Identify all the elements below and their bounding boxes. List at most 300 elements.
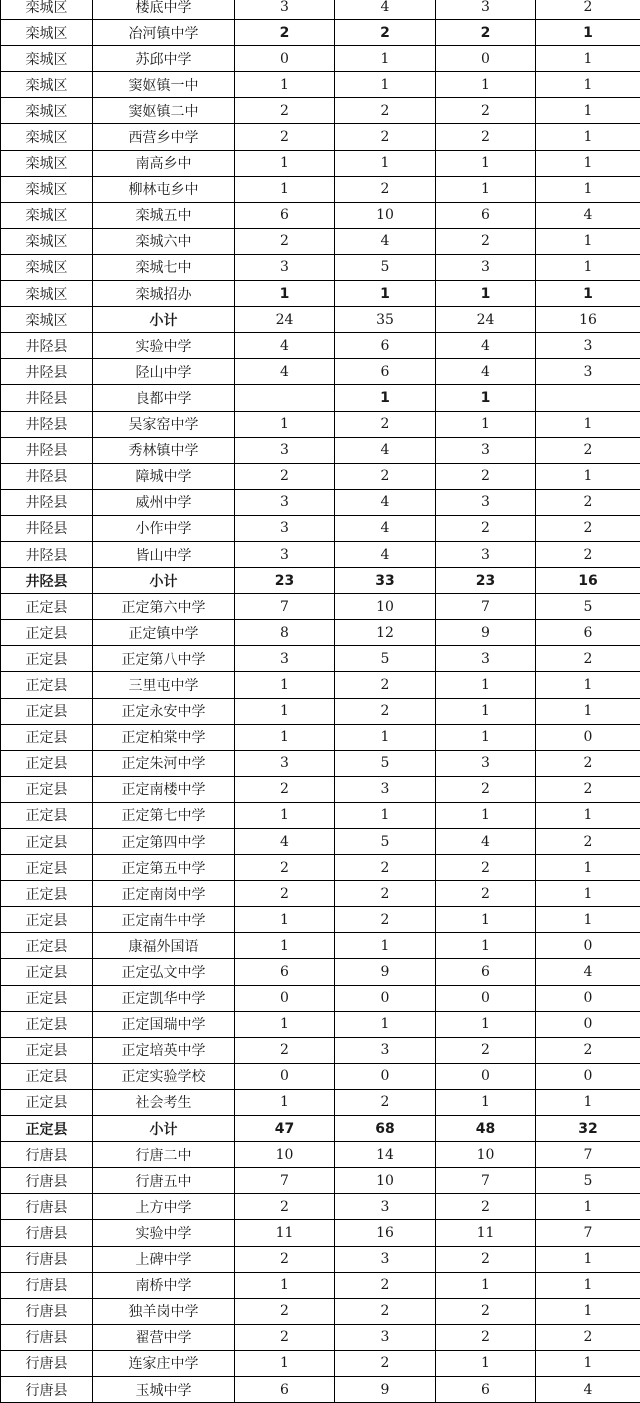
value-cell-1: 3 bbox=[235, 0, 335, 20]
value-cell-2: 2 bbox=[335, 1298, 436, 1324]
value-cell-1: 47 bbox=[235, 1116, 335, 1142]
value-cell-1: 1 bbox=[235, 672, 335, 698]
value-cell-1: 24 bbox=[235, 307, 335, 333]
value-cell-2: 1 bbox=[335, 385, 436, 411]
value-cell-2: 5 bbox=[335, 254, 436, 280]
county-cell: 行唐县 bbox=[1, 1298, 93, 1324]
school-cell: 栾城七中 bbox=[93, 254, 235, 280]
value-cell-1: 1 bbox=[235, 724, 335, 750]
value-cell-1 bbox=[235, 385, 335, 411]
table-row bbox=[1, 124, 640, 150]
school-cell: 栾城五中 bbox=[93, 202, 235, 228]
table-row bbox=[1, 802, 640, 828]
table-row bbox=[1, 385, 640, 411]
county-cell: 正定县 bbox=[1, 855, 93, 881]
value-cell-3: 1 bbox=[436, 907, 536, 933]
value-cell-4: 1 bbox=[536, 1350, 640, 1376]
value-cell-4: 7 bbox=[536, 1220, 640, 1246]
value-cell-4: 1 bbox=[536, 1194, 640, 1220]
table-row bbox=[1, 333, 640, 359]
value-cell-4: 1 bbox=[536, 672, 640, 698]
county-cell: 井陉县 bbox=[1, 515, 93, 541]
value-cell-1: 1 bbox=[235, 1350, 335, 1376]
county-cell: 正定县 bbox=[1, 620, 93, 646]
table-row bbox=[1, 724, 640, 750]
value-cell-3: 0 bbox=[436, 1063, 536, 1089]
value-cell-2: 9 bbox=[335, 959, 436, 985]
value-cell-2: 2 bbox=[335, 855, 436, 881]
value-cell-3: 4 bbox=[436, 333, 536, 359]
value-cell-2: 4 bbox=[335, 228, 436, 254]
table-row bbox=[1, 829, 640, 855]
county-cell: 行唐县 bbox=[1, 1246, 93, 1272]
table-row bbox=[1, 541, 640, 567]
value-cell-3: 1 bbox=[436, 672, 536, 698]
value-cell-4: 1 bbox=[536, 802, 640, 828]
table-row bbox=[1, 176, 640, 202]
table-row bbox=[1, 254, 640, 280]
school-cell: 正定第四中学 bbox=[93, 829, 235, 855]
value-cell-4: 6 bbox=[536, 620, 640, 646]
value-cell-1: 3 bbox=[235, 750, 335, 776]
county-cell: 正定县 bbox=[1, 776, 93, 802]
table-row bbox=[1, 985, 640, 1011]
school-cell: 正定柏棠中学 bbox=[93, 724, 235, 750]
value-cell-4: 2 bbox=[536, 750, 640, 776]
value-cell-3: 7 bbox=[436, 594, 536, 620]
table-row bbox=[1, 959, 640, 985]
school-cell: 秀林镇中学 bbox=[93, 437, 235, 463]
value-cell-2: 10 bbox=[335, 1168, 436, 1194]
value-cell-2: 2 bbox=[335, 411, 436, 437]
table-row bbox=[1, 1142, 640, 1168]
value-cell-2: 5 bbox=[335, 829, 436, 855]
value-cell-1: 3 bbox=[235, 254, 335, 280]
school-cell: 小计 bbox=[93, 307, 235, 333]
school-cell: 正定朱河中学 bbox=[93, 750, 235, 776]
value-cell-1: 1 bbox=[235, 907, 335, 933]
value-cell-2: 4 bbox=[335, 541, 436, 567]
value-cell-1: 3 bbox=[235, 515, 335, 541]
value-cell-3: 6 bbox=[436, 1376, 536, 1402]
table-row bbox=[1, 463, 640, 489]
value-cell-3: 1 bbox=[436, 1089, 536, 1115]
value-cell-4: 5 bbox=[536, 594, 640, 620]
value-cell-3: 1 bbox=[436, 724, 536, 750]
county-cell: 行唐县 bbox=[1, 1220, 93, 1246]
school-cell: 皆山中学 bbox=[93, 541, 235, 567]
value-cell-4: 1 bbox=[536, 254, 640, 280]
table-row bbox=[1, 1272, 640, 1298]
value-cell-4: 0 bbox=[536, 933, 640, 959]
value-cell-3: 1 bbox=[436, 150, 536, 176]
value-cell-1: 4 bbox=[235, 333, 335, 359]
school-cell: 正定南牛中学 bbox=[93, 907, 235, 933]
school-cell: 行唐二中 bbox=[93, 1142, 235, 1168]
school-cell: 障城中学 bbox=[93, 463, 235, 489]
school-cell: 正定南楼中学 bbox=[93, 776, 235, 802]
value-cell-1: 7 bbox=[235, 594, 335, 620]
school-cell: 正定实验学校 bbox=[93, 1063, 235, 1089]
value-cell-1: 0 bbox=[235, 46, 335, 72]
school-cell: 苏邱中学 bbox=[93, 46, 235, 72]
value-cell-1: 1 bbox=[235, 802, 335, 828]
value-cell-3: 1 bbox=[436, 176, 536, 202]
value-cell-2: 10 bbox=[335, 594, 436, 620]
value-cell-4: 1 bbox=[536, 98, 640, 124]
value-cell-4: 7 bbox=[536, 1142, 640, 1168]
value-cell-2: 2 bbox=[335, 881, 436, 907]
county-cell: 井陉县 bbox=[1, 385, 93, 411]
school-cell: 正定凯华中学 bbox=[93, 985, 235, 1011]
school-cell: 冶河镇中学 bbox=[93, 20, 235, 46]
value-cell-2: 12 bbox=[335, 620, 436, 646]
quota-table-body bbox=[1, 0, 640, 1403]
school-cell: 南高乡中 bbox=[93, 150, 235, 176]
value-cell-3: 2 bbox=[436, 20, 536, 46]
table-row bbox=[1, 750, 640, 776]
value-cell-2: 2 bbox=[335, 98, 436, 124]
value-cell-3: 10 bbox=[436, 1142, 536, 1168]
value-cell-3: 9 bbox=[436, 620, 536, 646]
value-cell-2: 1 bbox=[335, 72, 436, 98]
county-cell: 正定县 bbox=[1, 1116, 93, 1142]
school-cell: 连家庄中学 bbox=[93, 1350, 235, 1376]
table-row bbox=[1, 698, 640, 724]
value-cell-1: 6 bbox=[235, 1376, 335, 1402]
subtotal-row bbox=[1, 568, 640, 594]
value-cell-2: 1 bbox=[335, 281, 436, 307]
county-cell: 井陉县 bbox=[1, 437, 93, 463]
table-row bbox=[1, 776, 640, 802]
value-cell-1: 2 bbox=[235, 228, 335, 254]
table-row bbox=[1, 281, 640, 307]
table-row bbox=[1, 594, 640, 620]
value-cell-3: 3 bbox=[436, 750, 536, 776]
value-cell-3: 2 bbox=[436, 776, 536, 802]
value-cell-4: 1 bbox=[536, 150, 640, 176]
school-cell: 窦妪镇二中 bbox=[93, 98, 235, 124]
value-cell-3: 3 bbox=[436, 541, 536, 567]
school-cell: 翟营中学 bbox=[93, 1324, 235, 1350]
table-row bbox=[1, 672, 640, 698]
value-cell-1: 3 bbox=[235, 646, 335, 672]
school-cell: 楼底中学 bbox=[93, 0, 235, 20]
value-cell-2: 2 bbox=[335, 1350, 436, 1376]
value-cell-2: 3 bbox=[335, 776, 436, 802]
county-cell: 正定县 bbox=[1, 698, 93, 724]
value-cell-1: 1 bbox=[235, 150, 335, 176]
value-cell-1: 2 bbox=[235, 98, 335, 124]
value-cell-3: 2 bbox=[436, 1194, 536, 1220]
value-cell-2: 2 bbox=[335, 672, 436, 698]
school-cell: 陉山中学 bbox=[93, 359, 235, 385]
value-cell-1: 2 bbox=[235, 463, 335, 489]
table-row bbox=[1, 933, 640, 959]
table-row bbox=[1, 20, 640, 46]
value-cell-2: 3 bbox=[335, 1246, 436, 1272]
table-row bbox=[1, 855, 640, 881]
value-cell-1: 1 bbox=[235, 1011, 335, 1037]
value-cell-4 bbox=[536, 385, 640, 411]
school-cell: 窦妪镇一中 bbox=[93, 72, 235, 98]
table-row bbox=[1, 1350, 640, 1376]
value-cell-2: 16 bbox=[335, 1220, 436, 1246]
value-cell-4: 0 bbox=[536, 724, 640, 750]
table-row bbox=[1, 1376, 640, 1402]
value-cell-4: 1 bbox=[536, 281, 640, 307]
value-cell-3: 1 bbox=[436, 1350, 536, 1376]
value-cell-1: 6 bbox=[235, 202, 335, 228]
value-cell-3: 2 bbox=[436, 463, 536, 489]
value-cell-4: 1 bbox=[536, 1246, 640, 1272]
school-cell: 正定永安中学 bbox=[93, 698, 235, 724]
county-cell: 栾城区 bbox=[1, 0, 93, 20]
value-cell-4: 2 bbox=[536, 489, 640, 515]
school-cell: 正定镇中学 bbox=[93, 620, 235, 646]
value-cell-4: 2 bbox=[536, 515, 640, 541]
county-cell: 井陉县 bbox=[1, 541, 93, 567]
value-cell-3: 2 bbox=[436, 881, 536, 907]
value-cell-3: 1 bbox=[436, 411, 536, 437]
school-cell: 上碑中学 bbox=[93, 1246, 235, 1272]
table-row bbox=[1, 907, 640, 933]
county-cell: 栾城区 bbox=[1, 307, 93, 333]
value-cell-2: 0 bbox=[335, 1063, 436, 1089]
value-cell-1: 1 bbox=[235, 411, 335, 437]
value-cell-2: 3 bbox=[335, 1194, 436, 1220]
value-cell-3: 3 bbox=[436, 254, 536, 280]
value-cell-3: 2 bbox=[436, 1246, 536, 1272]
county-cell: 栾城区 bbox=[1, 202, 93, 228]
county-cell: 正定县 bbox=[1, 829, 93, 855]
value-cell-4: 16 bbox=[536, 307, 640, 333]
county-cell: 栾城区 bbox=[1, 98, 93, 124]
school-cell: 社会考生 bbox=[93, 1089, 235, 1115]
value-cell-3: 1 bbox=[436, 1272, 536, 1298]
value-cell-1: 3 bbox=[235, 489, 335, 515]
county-cell: 栾城区 bbox=[1, 46, 93, 72]
value-cell-2: 33 bbox=[335, 568, 436, 594]
table-row bbox=[1, 515, 640, 541]
value-cell-2: 4 bbox=[335, 515, 436, 541]
value-cell-1: 2 bbox=[235, 1194, 335, 1220]
value-cell-3: 3 bbox=[436, 0, 536, 20]
value-cell-3: 1 bbox=[436, 385, 536, 411]
county-cell: 行唐县 bbox=[1, 1272, 93, 1298]
school-cell: 栾城招办 bbox=[93, 281, 235, 307]
table-row bbox=[1, 98, 640, 124]
school-cell: 小计 bbox=[93, 1116, 235, 1142]
value-cell-1: 1 bbox=[235, 281, 335, 307]
value-cell-3: 1 bbox=[436, 281, 536, 307]
county-cell: 行唐县 bbox=[1, 1350, 93, 1376]
value-cell-1: 2 bbox=[235, 881, 335, 907]
school-cell: 威州中学 bbox=[93, 489, 235, 515]
value-cell-1: 1 bbox=[235, 698, 335, 724]
value-cell-1: 2 bbox=[235, 855, 335, 881]
value-cell-4: 4 bbox=[536, 202, 640, 228]
value-cell-4: 0 bbox=[536, 1063, 640, 1089]
table-row bbox=[1, 646, 640, 672]
value-cell-1: 4 bbox=[235, 359, 335, 385]
table-row bbox=[1, 1011, 640, 1037]
value-cell-1: 2 bbox=[235, 124, 335, 150]
value-cell-1: 6 bbox=[235, 959, 335, 985]
value-cell-2: 5 bbox=[335, 646, 436, 672]
value-cell-2: 3 bbox=[335, 1037, 436, 1063]
county-cell: 正定县 bbox=[1, 1089, 93, 1115]
school-cell: 实验中学 bbox=[93, 1220, 235, 1246]
value-cell-1: 7 bbox=[235, 1168, 335, 1194]
value-cell-1: 2 bbox=[235, 1298, 335, 1324]
county-cell: 正定县 bbox=[1, 750, 93, 776]
value-cell-3: 11 bbox=[436, 1220, 536, 1246]
school-cell: 正定国瑞中学 bbox=[93, 1011, 235, 1037]
value-cell-1: 0 bbox=[235, 1063, 335, 1089]
county-cell: 栾城区 bbox=[1, 124, 93, 150]
value-cell-4: 2 bbox=[536, 541, 640, 567]
value-cell-1: 1 bbox=[235, 933, 335, 959]
value-cell-4: 2 bbox=[536, 437, 640, 463]
school-cell: 三里屯中学 bbox=[93, 672, 235, 698]
value-cell-3: 6 bbox=[436, 959, 536, 985]
value-cell-4: 3 bbox=[536, 333, 640, 359]
value-cell-2: 2 bbox=[335, 176, 436, 202]
value-cell-2: 14 bbox=[335, 1142, 436, 1168]
value-cell-1: 1 bbox=[235, 1089, 335, 1115]
value-cell-3: 1 bbox=[436, 933, 536, 959]
value-cell-1: 1 bbox=[235, 176, 335, 202]
county-cell: 栾城区 bbox=[1, 254, 93, 280]
county-cell: 行唐县 bbox=[1, 1376, 93, 1402]
table-row bbox=[1, 437, 640, 463]
county-cell: 正定县 bbox=[1, 907, 93, 933]
value-cell-3: 3 bbox=[436, 437, 536, 463]
table-row bbox=[1, 359, 640, 385]
value-cell-4: 1 bbox=[536, 855, 640, 881]
county-cell: 正定县 bbox=[1, 933, 93, 959]
value-cell-3: 2 bbox=[436, 855, 536, 881]
value-cell-4: 1 bbox=[536, 698, 640, 724]
value-cell-2: 0 bbox=[335, 985, 436, 1011]
school-cell: 正定第八中学 bbox=[93, 646, 235, 672]
value-cell-1: 1 bbox=[235, 72, 335, 98]
value-cell-2: 2 bbox=[335, 907, 436, 933]
value-cell-1: 1 bbox=[235, 1272, 335, 1298]
value-cell-3: 7 bbox=[436, 1168, 536, 1194]
value-cell-4: 16 bbox=[536, 568, 640, 594]
value-cell-4: 1 bbox=[536, 1298, 640, 1324]
county-cell: 正定县 bbox=[1, 802, 93, 828]
value-cell-4: 1 bbox=[536, 907, 640, 933]
value-cell-1: 0 bbox=[235, 985, 335, 1011]
county-cell: 正定县 bbox=[1, 1011, 93, 1037]
table-row bbox=[1, 228, 640, 254]
value-cell-2: 2 bbox=[335, 20, 436, 46]
value-cell-4: 2 bbox=[536, 646, 640, 672]
county-cell: 正定县 bbox=[1, 985, 93, 1011]
county-cell: 栾城区 bbox=[1, 20, 93, 46]
value-cell-2: 4 bbox=[335, 489, 436, 515]
school-cell: 康福外国语 bbox=[93, 933, 235, 959]
value-cell-4: 1 bbox=[536, 463, 640, 489]
value-cell-1: 2 bbox=[235, 20, 335, 46]
school-cell: 南桥中学 bbox=[93, 1272, 235, 1298]
value-cell-3: 2 bbox=[436, 124, 536, 150]
value-cell-4: 1 bbox=[536, 881, 640, 907]
school-cell: 正定弘文中学 bbox=[93, 959, 235, 985]
county-cell: 栾城区 bbox=[1, 150, 93, 176]
county-cell: 井陉县 bbox=[1, 568, 93, 594]
value-cell-1: 11 bbox=[235, 1220, 335, 1246]
value-cell-3: 0 bbox=[436, 985, 536, 1011]
county-cell: 井陉县 bbox=[1, 489, 93, 515]
subtotal-row bbox=[1, 1116, 640, 1142]
value-cell-4: 1 bbox=[536, 72, 640, 98]
school-cell: 栾城六中 bbox=[93, 228, 235, 254]
value-cell-2: 1 bbox=[335, 724, 436, 750]
table-row bbox=[1, 881, 640, 907]
value-cell-4: 32 bbox=[536, 1116, 640, 1142]
value-cell-2: 1 bbox=[335, 933, 436, 959]
table-row bbox=[1, 1168, 640, 1194]
table-row bbox=[1, 0, 640, 20]
table-row bbox=[1, 46, 640, 72]
school-cell: 正定南岗中学 bbox=[93, 881, 235, 907]
school-cell: 上方中学 bbox=[93, 1194, 235, 1220]
value-cell-3: 23 bbox=[436, 568, 536, 594]
value-cell-4: 1 bbox=[536, 46, 640, 72]
school-cell: 正定第五中学 bbox=[93, 855, 235, 881]
table-row bbox=[1, 1063, 640, 1089]
value-cell-3: 0 bbox=[436, 46, 536, 72]
table-row bbox=[1, 1194, 640, 1220]
value-cell-2: 3 bbox=[335, 1324, 436, 1350]
value-cell-2: 2 bbox=[335, 1272, 436, 1298]
value-cell-2: 68 bbox=[335, 1116, 436, 1142]
value-cell-4: 1 bbox=[536, 1272, 640, 1298]
value-cell-3: 2 bbox=[436, 228, 536, 254]
value-cell-2: 1 bbox=[335, 150, 436, 176]
value-cell-1: 3 bbox=[235, 437, 335, 463]
school-cell: 正定培英中学 bbox=[93, 1037, 235, 1063]
value-cell-2: 9 bbox=[335, 1376, 436, 1402]
value-cell-2: 4 bbox=[335, 437, 436, 463]
value-cell-3: 3 bbox=[436, 646, 536, 672]
value-cell-3: 4 bbox=[436, 829, 536, 855]
value-cell-1: 2 bbox=[235, 1246, 335, 1272]
value-cell-4: 1 bbox=[536, 124, 640, 150]
value-cell-3: 1 bbox=[436, 1011, 536, 1037]
value-cell-1: 3 bbox=[235, 541, 335, 567]
table-row bbox=[1, 150, 640, 176]
value-cell-1: 23 bbox=[235, 568, 335, 594]
county-cell: 正定县 bbox=[1, 881, 93, 907]
value-cell-2: 4 bbox=[335, 0, 436, 20]
school-cell: 正定第六中学 bbox=[93, 594, 235, 620]
value-cell-4: 1 bbox=[536, 20, 640, 46]
value-cell-2: 35 bbox=[335, 307, 436, 333]
table-row bbox=[1, 1246, 640, 1272]
value-cell-2: 1 bbox=[335, 1011, 436, 1037]
school-cell: 正定第七中学 bbox=[93, 802, 235, 828]
value-cell-1: 2 bbox=[235, 776, 335, 802]
value-cell-3: 1 bbox=[436, 698, 536, 724]
county-cell: 正定县 bbox=[1, 594, 93, 620]
county-cell: 正定县 bbox=[1, 672, 93, 698]
county-cell: 行唐县 bbox=[1, 1194, 93, 1220]
